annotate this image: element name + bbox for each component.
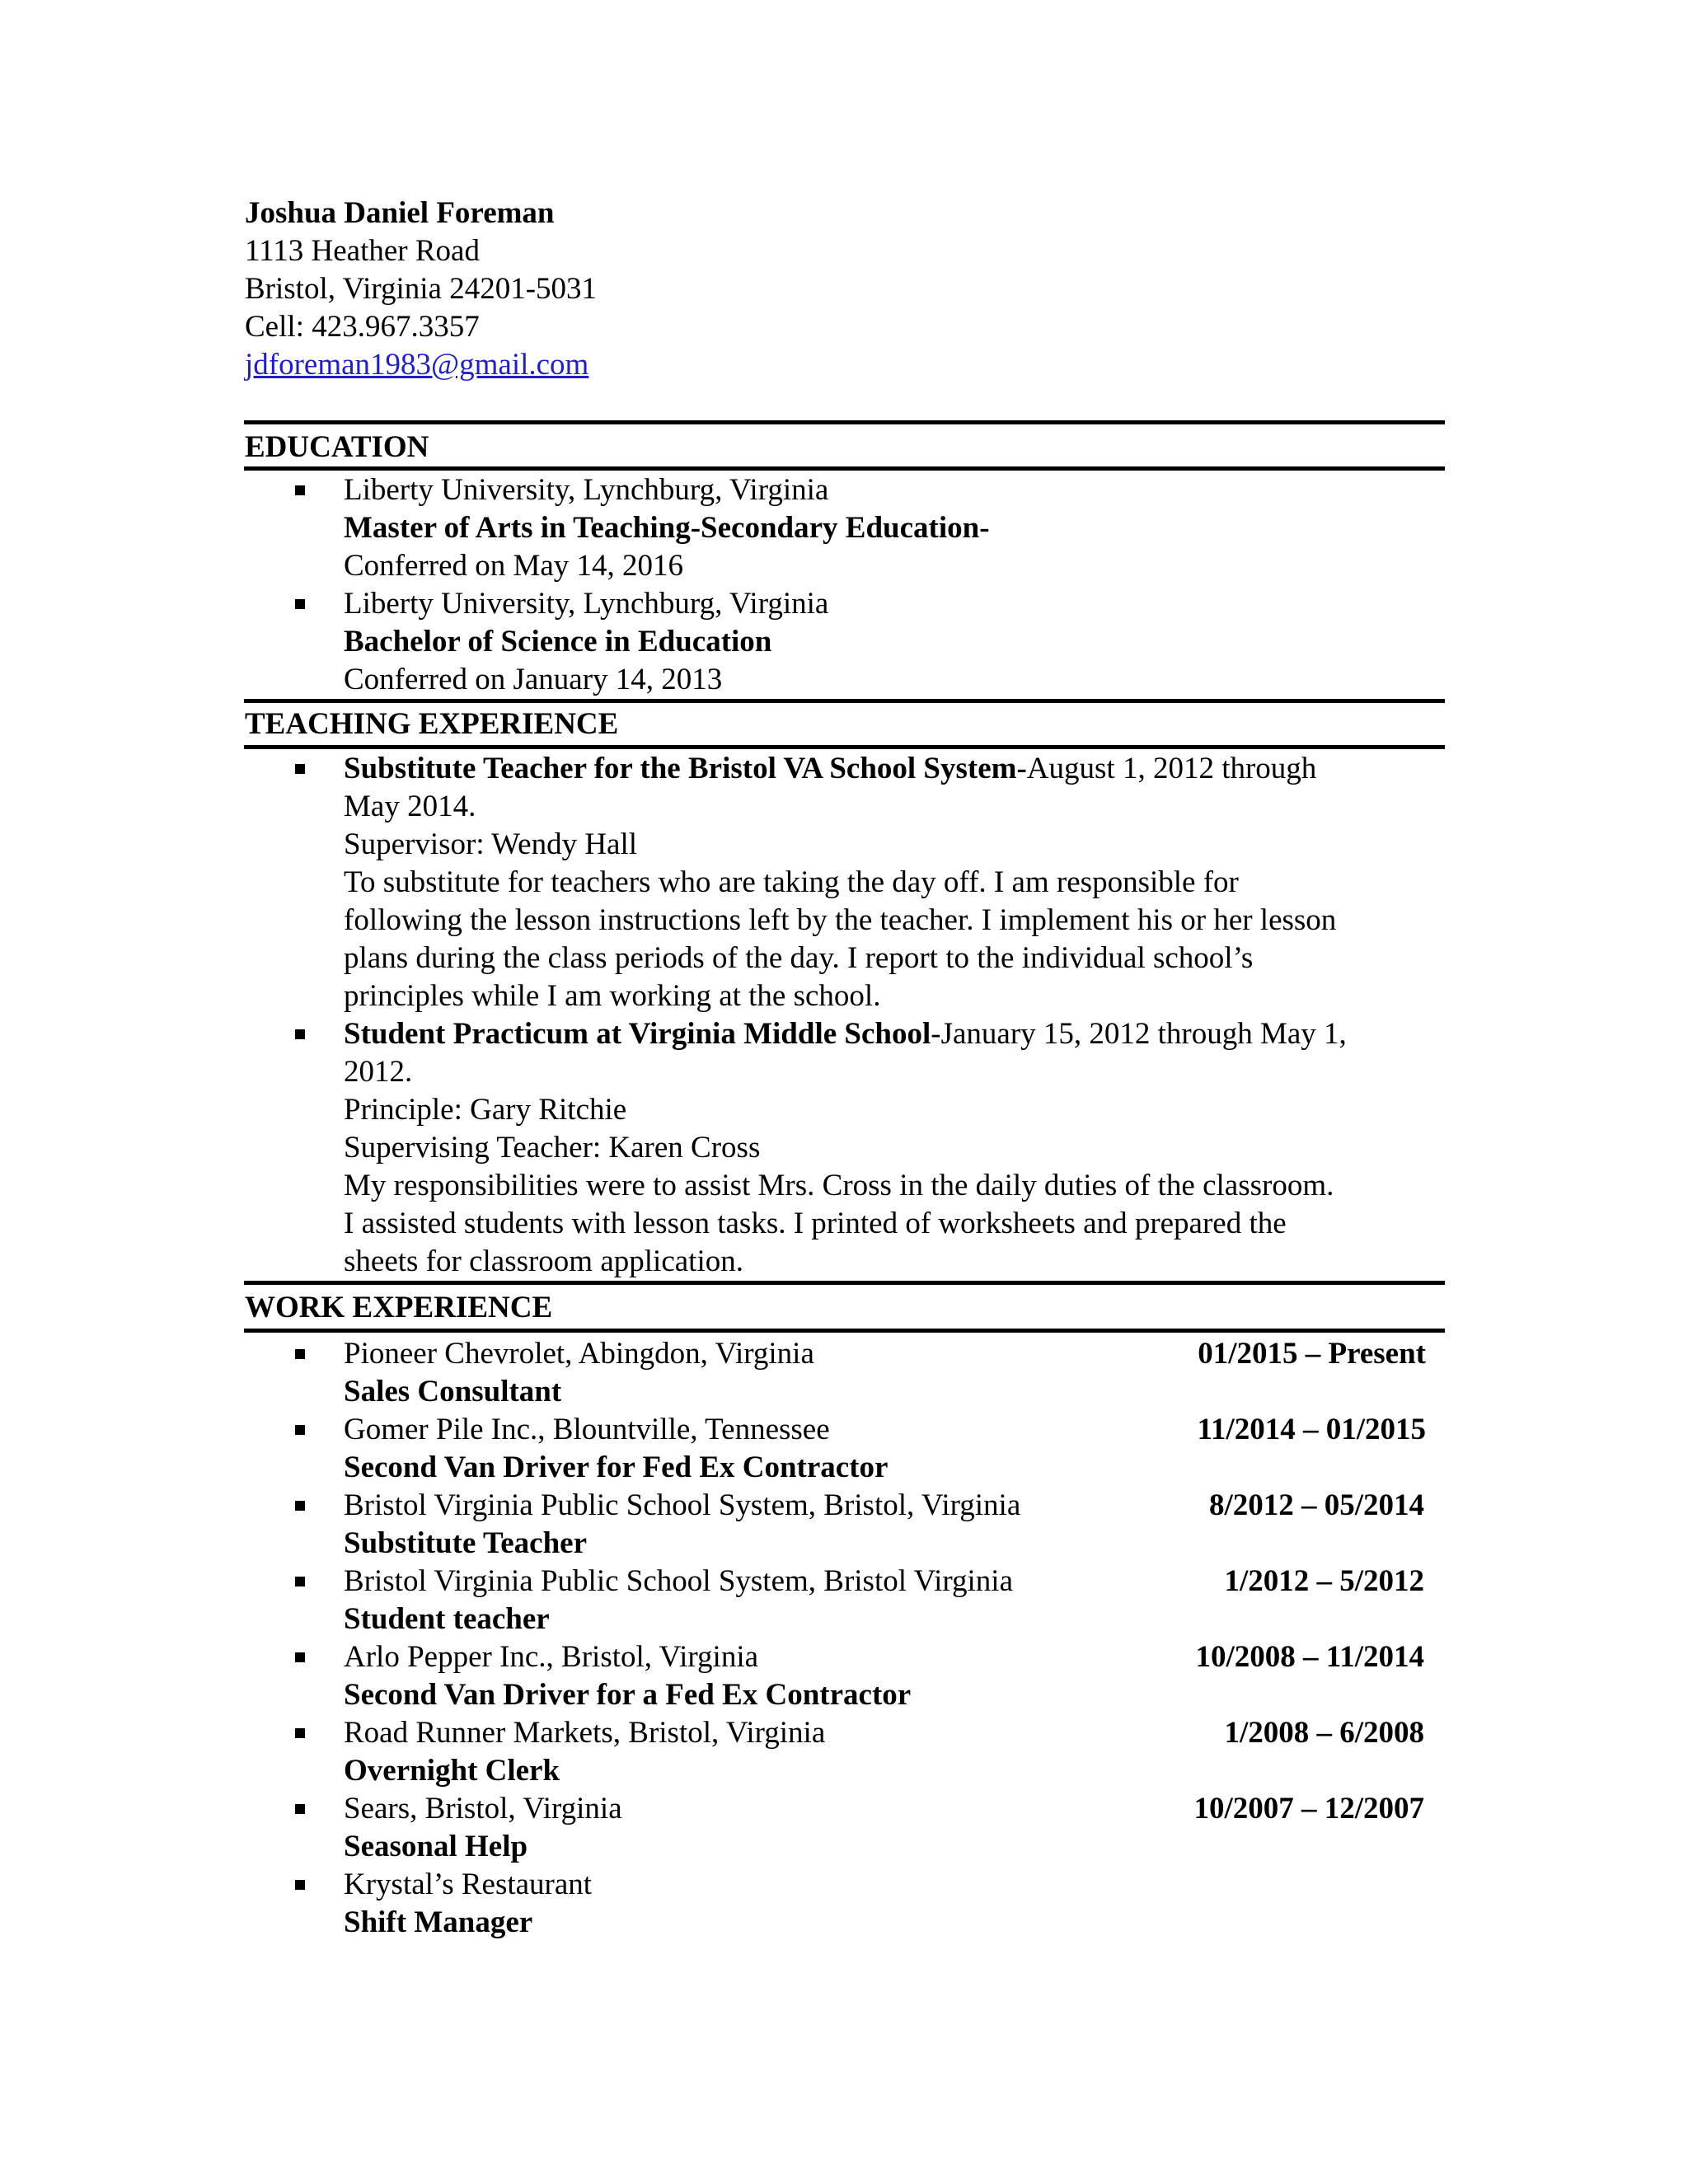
phone-number: Cell: 423.967.3357 [245,310,480,344]
bullet-icon [295,1029,305,1039]
work-employer: Pioneer Chevrolet, Abingdon, Virginia [344,1337,814,1371]
teaching-dates: -January 15, 2012 through May 1, [931,1017,1347,1051]
work-dates: 10/2007 – 12/2007 [1193,1792,1424,1825]
work-employer: Sears, Bristol, Virginia [344,1792,622,1825]
education-conferred: Conferred on May 14, 2016 [344,549,684,583]
bullet-icon [295,764,305,774]
teaching-supervisor: Supervisor: Wendy Hall [344,827,638,861]
teaching-dates: August 1, 2012 through [1026,752,1317,785]
work-role: Substitute Teacher [344,1526,588,1560]
teaching-dates-cont: May 2014. [344,790,476,823]
bullet-icon [295,1880,305,1890]
work-employer: Gomer Pile Inc., Blountville, Tennessee [344,1413,830,1446]
bullet-icon [295,1728,305,1738]
work-dates: 1/2008 – 6/2008 [1224,1716,1424,1750]
section-rule [244,745,1445,749]
teaching-dates-cont: 2012. [344,1055,413,1089]
bullet-icon [295,599,305,609]
teaching-desc-line: plans during the class periods of the day. I report to the individual school’s [344,941,1254,975]
teaching-item-heading [344,1015,1347,1053]
work-employer: Road Runner Markets, Bristol, Virginia [344,1716,826,1750]
bullet-icon [295,485,305,495]
work-dates: 10/2008 – 11/2014 [1195,1640,1424,1674]
section-rule [244,466,1445,471]
teaching-supervising-teacher: Supervising Teacher: Karen Cross [344,1131,761,1165]
education-school: Liberty University, Lynchburg, Virginia [344,473,829,507]
section-rule [244,699,1445,703]
work-role: Second Van Driver for a Fed Ex Contractor [344,1678,912,1712]
bullet-icon [295,1501,305,1511]
section-rule [244,1329,1445,1333]
work-employer: Bristol Virginia Public School System, Bristol, Virginia [344,1488,1021,1522]
work-employer: Krystal’s Restaurant [344,1868,593,1901]
teaching-heading: TEACHING EXPERIENCE [245,707,619,741]
work-role: Sales Consultant [344,1375,562,1408]
work-employer: Bristol Virginia Public School System, Bristol Virginia [344,1564,1014,1598]
education-conferred: Conferred on January 14, 2013 [344,663,723,696]
bullet-icon [295,1804,305,1814]
teaching-desc-line: To substitute for teachers who are taking the day off. I am responsible for [344,865,1239,899]
education-heading: EDUCATION [245,430,429,464]
teaching-desc-line: My responsibilities were to assist Mrs. Cross in the daily duties of the classroom. [344,1169,1334,1202]
work-dates: 1/2012 – 5/2012 [1224,1564,1424,1598]
work-employer: Arlo Pepper Inc., Bristol, Virginia [344,1640,759,1674]
teaching-principal: Principle: Gary Ritchie [344,1093,627,1127]
section-rule [244,1281,1445,1285]
work-role: Shift Manager [344,1905,533,1939]
teaching-item-heading [344,750,1316,788]
bullet-icon [295,1577,305,1586]
work-dates: 8/2012 – 05/2014 [1208,1488,1424,1522]
work-role: Overnight Clerk [344,1754,560,1788]
work-role: Student teacher [344,1602,550,1636]
teaching-title: Substitute Teacher for the Bristol VA School System- [344,752,1027,785]
work-role: Seasonal Help [344,1830,528,1863]
address-line-1: 1113 Heather Road [245,234,480,268]
bullet-icon [295,1349,305,1359]
applicant-name: Joshua Daniel Foreman [245,196,555,230]
bullet-icon [295,1425,305,1435]
education-degree: Bachelor of Science in Education [344,625,772,658]
education-degree: Master of Arts in Teaching-Secondary Education- [344,511,990,545]
bullet-icon [295,1652,305,1662]
teaching-title: Student Practicum at Virginia Middle School [344,1017,931,1051]
section-rule [244,420,1445,424]
email-link[interactable]: jdforeman1983@gmail.com [245,348,589,382]
work-role: Second Van Driver for Fed Ex Contractor [344,1451,889,1484]
teaching-desc-line: following the lesson instructions left by the teacher. I implement his or her lesson [344,903,1337,937]
education-school: Liberty University, Lynchburg, Virginia [344,587,829,621]
teaching-desc-line: sheets for classroom application. [344,1244,743,1278]
teaching-desc-line: principles while I am working at the school. [344,979,881,1013]
work-dates: 01/2015 – Present [1198,1337,1426,1371]
address-line-2: Bristol, Virginia 24201-5031 [245,272,598,306]
teaching-desc-line: I assisted students with lesson tasks. I printed of worksheets and prepared the [344,1207,1287,1240]
work-dates: 11/2014 – 01/2015 [1197,1413,1426,1446]
work-heading: WORK EXPERIENCE [245,1291,553,1324]
